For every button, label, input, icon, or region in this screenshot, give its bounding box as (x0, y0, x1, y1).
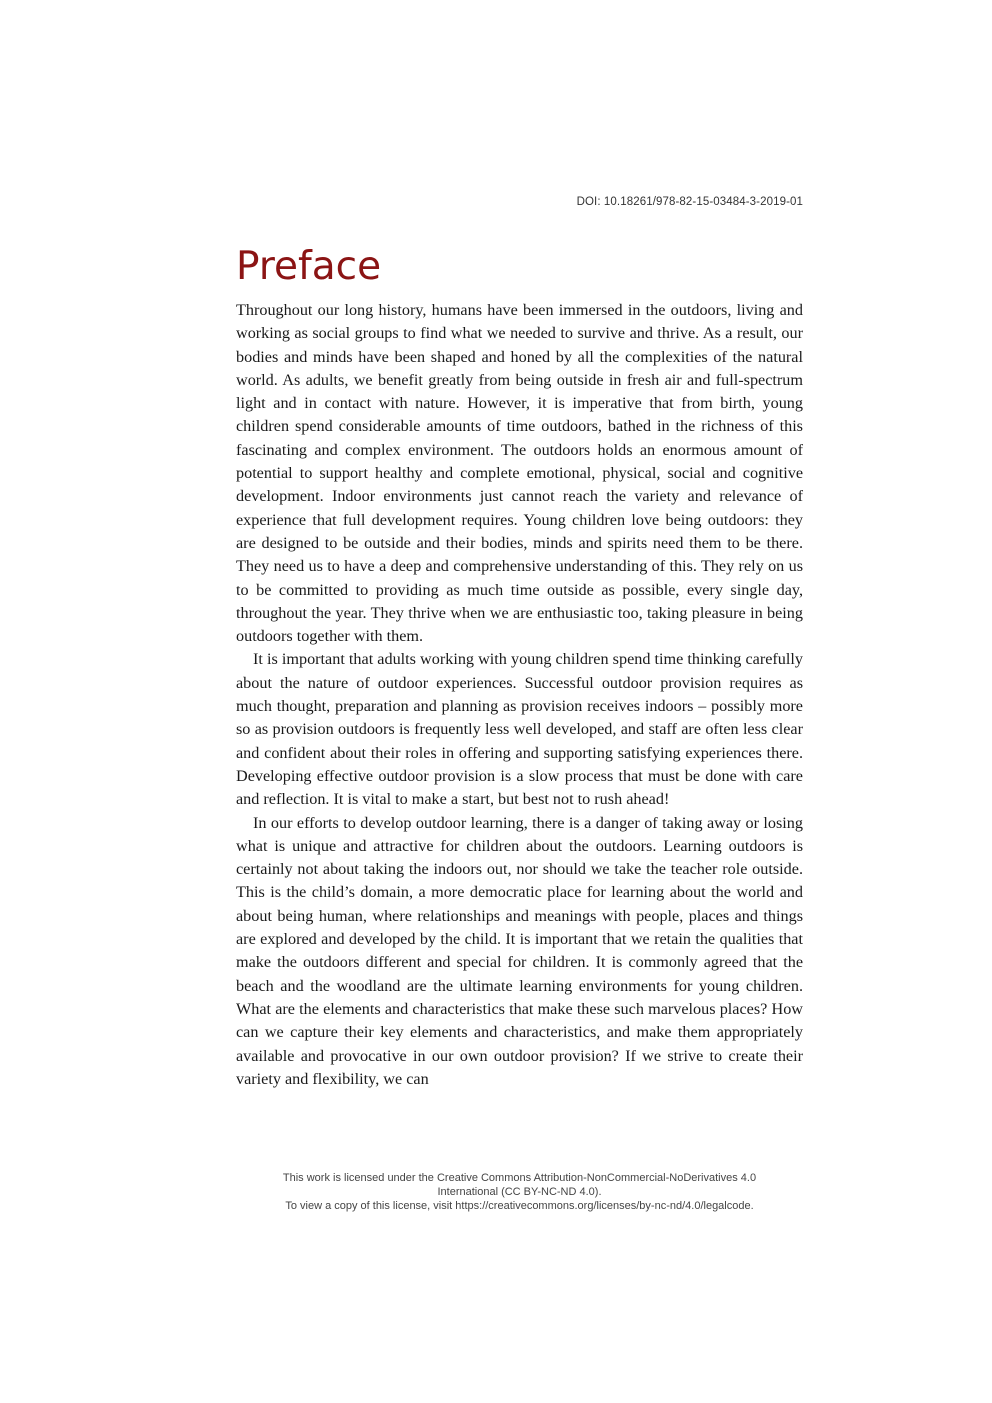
paragraph-1: Throughout our long history, humans have been immersed in the outdoors, living and working as social groups to find what we needed to survive and thrive. As a result, our bodies and minds have been shaped and honed by all the complexities of the natural world. As adults, we benefit greatly from being outside in fresh air and full-spectrum light and in contact with nature. However, it is imperative that from birth, young children spend considerable amounts of time outdoors, bathed in the richness of this fascinating and complex environment. The outdoors holds an enormous amount of potential to support healthy and complete emotional, physical, social and cognitive development. Indoor environments just cannot reach the variety and relevance of experience that full development requires. Young children love being outdoors: they are designed to be outside and their bodies, minds and spirits need them to be there. They need us to have a deep and comprehensive understanding of this. They rely on us to be committed to providing as much time outside as possible, every single day, throughout the year. They thrive when we are enthusiastic too, taking pleasure in being outdoors together with them. (236, 301, 803, 646)
license-line-3: To view a copy of this license, visit https://creativecommons.org/licenses/by-nc-nd/4.0/legalcode. (285, 1200, 754, 1212)
license-notice (236, 1171, 803, 1213)
doi-label: DOI: 10.18261/978-82-15-03484-3-2019-01 (576, 196, 803, 208)
body-text (236, 299, 803, 1091)
paragraph-2: It is important that adults working with young children spend time thinking carefully about the nature of outdoor experiences. Successful outdoor provision requires as much thought, preparation and planning as provision receives indoors – possibly more so as provision outdoors is frequently less well developed, and staff are often less clear and confident about their roles in offering and supporting satisfying experiences there. Developing effective outdoor provision is a slow process that must be done with care and reflection. It is vital to make a start, but best not to rush ahead! (236, 650, 803, 809)
license-line-2: International (CC BY-NC-ND 4.0). (437, 1186, 602, 1198)
paragraph-3: In our efforts to develop outdoor learning, there is a danger of taking away or losing what is unique and attractive for children about the outdoors. Learning outdoors is certainly not about taking the indoors out, nor should we take the teacher role outside. This is the child’s domain, a more democratic place for learning about the world and about being human, where relationships and meanings with people, places and things are explored and developed by the child. It is important that we retain the qualities that make the outdoors different and special for children. It is commonly agreed that the beach and the woodland are the ultimate learning environments for young children. What are the elements and characteristics that make these such marvelous places? How can we capture their key elements and characteristics, and make them appropriately available and provocative in our own outdoor provision? If we strive to create their variety and flexibility, we can (236, 813, 803, 1088)
license-line-1: This work is licensed under the Creative Commons Attribution-NonCommercial-NoDerivatives 4.0 (282, 1172, 757, 1184)
page-title: Preface (236, 244, 382, 289)
